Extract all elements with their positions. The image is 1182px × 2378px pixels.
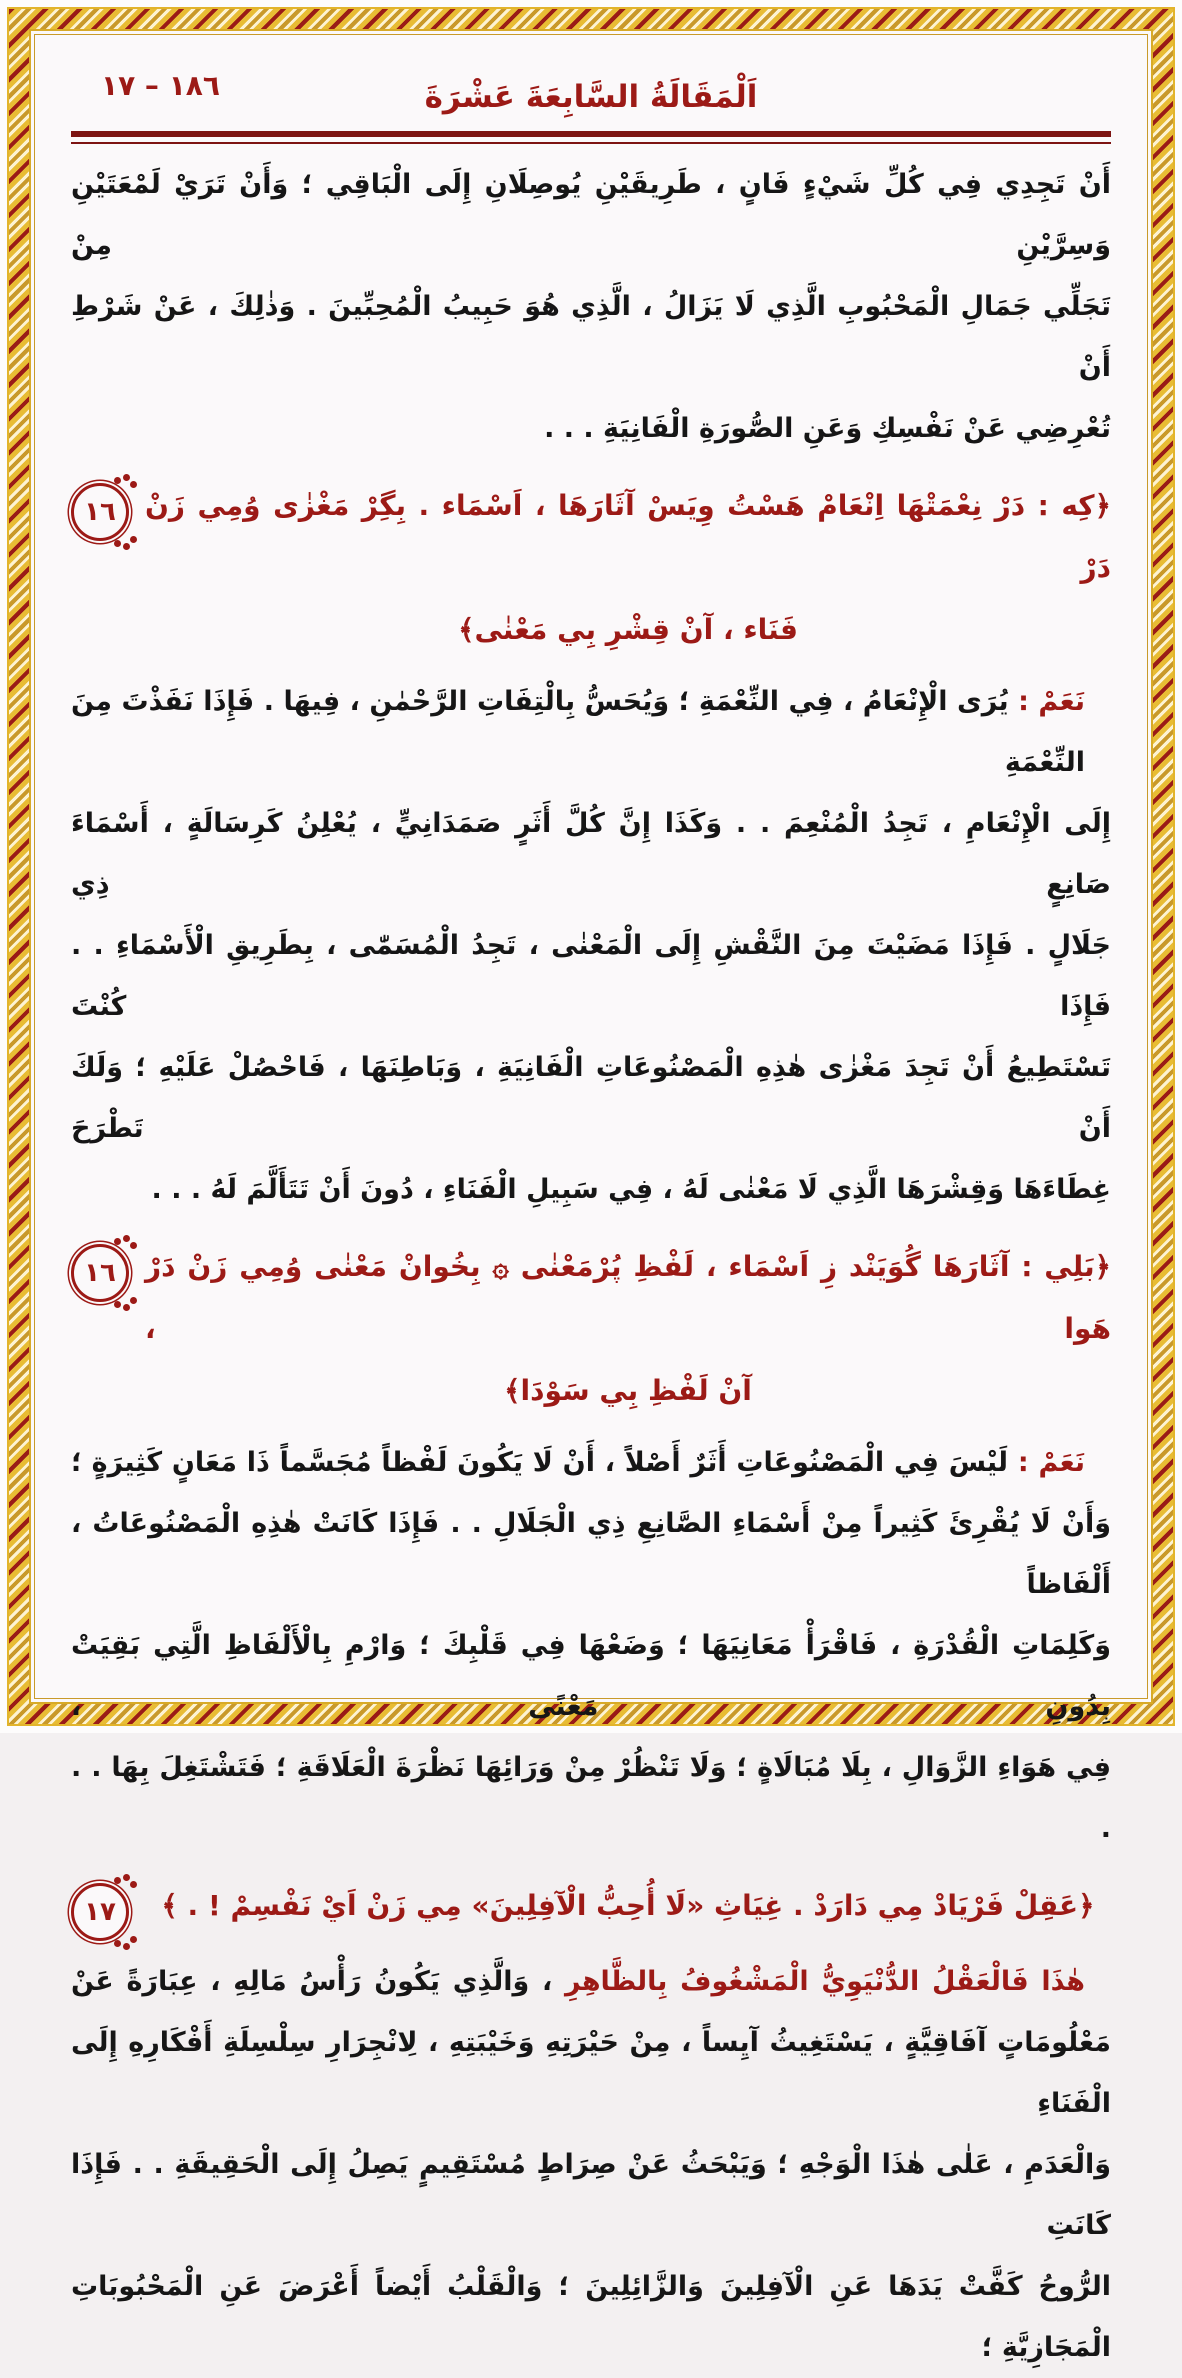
text-line	[71, 1951, 1111, 2012]
paragraph-3	[71, 1432, 1111, 1859]
text-line: فِي هَوَاءِ الزَّوَالِ ، بِلَا مُبَالَاةٍ ؛ وَلَا تَنْظُرْ مِنْ وَرَائِهَا نَظْرَةَ الْعَلَاقَةِ ؛ فَتَشْتَغِلَ بِهَا . . .	[71, 1752, 1111, 1844]
header-double-rule	[71, 131, 1111, 144]
quote-text	[145, 1875, 1111, 1937]
text-line: أَنْ تَجِدِي فِي كُلِّ شَيْءٍ فَانٍ ، طَرِيقَيْنِ يُوصِلَانِ إِلَى الْبَاقِي ؛ وَأَنْ تَرَيْ لَمْعَتَيْنِ وَسِرَّيْنِ مِنْ	[71, 169, 1111, 261]
text-line	[71, 671, 1111, 793]
text-line: تَسْتَطِيعُ أَنْ تَجِدَ مَغْزٰى هٰذِهِ الْمَصْنُوعَاتِ الْفَانِيَةِ ، وَبَاطِنَهَا ، فَاحْصُلْ عَلَيْهِ ؛ وَلَكَ أَنْ تَطْرَحَ	[71, 1052, 1111, 1144]
paragraph-2	[71, 671, 1111, 1220]
page-header	[71, 69, 1111, 115]
text-line: مَعْلُومَاتٍ آفَاقِيَّةٍ ، يَسْتَغِيثُ آيِساً ، مِنْ حَيْرَتِهِ وَخَيْبَتِهِ ، لِانْجِرَارِ سِلْسِلَةِ أَفْكَارِهِ إِلَى الْفَنَاءِ	[71, 2027, 1111, 2119]
quote-block-17	[71, 1875, 1111, 1941]
text-line: تَجَلِّي جَمَالِ الْمَحْبُوبِ الَّذِي لَا يَزَالُ ، الَّذِي هُوَ حَبِيبُ الْمُحِبِّينَ . وَذٰلِكَ ، عَنْ شَرْطِ أَنْ	[71, 291, 1111, 383]
quote-line: آنْ لَفْظِ بِي سَوْدَا﴾	[504, 1374, 752, 1407]
paragraph-1	[71, 154, 1111, 459]
text-line: إِلَى الْإِنْعَامِ ، تَجِدُ الْمُنْعِمَ . . وَكَذَا إِنَّ كُلَّ أَثَرٍ صَمَدَانِيٍّ ، يُعْلِنُ كَرِسَالَةٍ ، أَسْمَاءَ صَانِعٍ ذِي	[71, 808, 1111, 900]
quote-number-ornament	[71, 1236, 129, 1302]
quote-number-ornament	[71, 475, 129, 541]
quote-number-badge: ١٦	[71, 483, 129, 541]
page-title: اَلْمَقَالَةُ السَّابِعَةَ عَشْرَةَ	[424, 79, 758, 115]
page-content	[29, 29, 1153, 2363]
line-text: يُرَى الْإِنْعَامُ ، فِي النِّعْمَةِ ؛ وَيُحَسُّ بِالْتِفَاتِ الرَّحْمٰنِ ، فِيهَا . فَإِذَا نَفَذْتَ مِنَ النِّعْمَةِ	[71, 686, 1085, 778]
quote-line: ﴿عَقِلْ فَرْيَادْ مِي دَارَدْ . غِيَاثِ «لَا أُحِبُّ الْآفِلِينَ» مِي زَنْ اَيْ نَفْسِمْ ! . ﴾	[161, 1889, 1095, 1922]
text-line: جَلَالٍ . فَإِذَا مَضَيْتَ مِنَ النَّقْشِ إِلَى الْمَعْنٰى ، تَجِدُ الْمُسَمّٰى ، بِطَرِيقِ الْأَسْمَاءِ . . فَإِذَا كُنْتَ	[71, 930, 1111, 1022]
quote-line: ﴿كِه : دَرْ نِعْمَتْهَا اِنْعَامْ هَسْتُ وِيَسْ آثَارَهَا ، اَسْمَاء . بِگِرْ مَغْزٰى وُمِي زَنْ دَرْ	[145, 489, 1111, 584]
quote-line: فَنَاء ، آنْ قِشْرِ بِي مَعْنٰى﴾	[458, 613, 798, 646]
ornamental-border	[7, 7, 1175, 2363]
text-line: الرُّوحُ كَفَّتْ يَدَهَا عَنِ الْآفِلِينَ وَالزَّائِلِينَ ؛ وَالْقَلْبُ أَيْضاً أَعْرَضَ عَنِ الْمَحْبُوبَاتِ الْمَجَازِيَّةِ ؛	[71, 2271, 1111, 2363]
text-line: غِطَاءَهَا وَقِشْرَهَا الَّذِي لَا مَعْنٰى لَهُ ، فِي سَبِيلِ الْفَنَاءِ ، دُونَ أَنْ تَتَأَلَّمَ لَهُ . . .	[151, 1174, 1111, 1205]
text-line: وَكَلِمَاتِ الْقُدْرَةِ ، فَاقْرَأْ مَعَانِيَهَا ؛ وَضَعْهَا فِي قَلْبِكَ ؛ وَارْمِ بِالْأَلْفَاظِ الَّتِي بَقِيَتْ بِدُونِ مَعْنًى ،	[71, 1630, 1111, 1722]
quote-block-16b	[71, 1236, 1111, 1422]
quote-number-ornament	[71, 1875, 129, 1941]
line-text: لَيْسَ فِي الْمَصْنُوعَاتِ أَثَرٌ أَصْلاً ، أَنْ لَا يَكُونَ لَفْظاً مُجَسَّماً ذَا مَعَانٍ كَثِيرَةٍ ؛	[71, 1447, 1009, 1478]
quote-text	[145, 475, 1111, 661]
red-emphasis: هٰذَا فَالْعَقْلُ الدُّنْيَوِيُّ الْمَشْغُوفُ بِالظَّاهِرِ	[565, 1966, 1085, 1997]
text-line: وَأَنْ لَا يُقْرِئَ كَثِيراً مِنْ أَسْمَاءِ الصَّانِعِ ذِي الْجَلَالِ . . فَإِذَا كَانَتْ هٰذِهِ الْمَصْنُوعَاتُ ، أَلْفَاظاً	[71, 1508, 1111, 1600]
line-text: ، وَالَّذِي يَكُونُ رَأْسُ مَالِهِ ، عِبَارَةً عَنْ	[71, 1966, 553, 1997]
quote-number-badge: ١٦	[71, 1244, 129, 1302]
lead-word: نَعَمْ :	[1018, 686, 1085, 717]
text-line: وَالْعَدَمِ ، عَلٰى هٰذَا الْوَجْهِ ؛ وَيَبْحَثُ عَنْ صِرَاطٍ مُسْتَقِيمٍ يَصِلُ إِلَى الْحَقِيقَةِ . . فَإِذَا كَانَتِ	[71, 2149, 1111, 2241]
text-line	[71, 1432, 1111, 1493]
paragraph-4	[71, 1951, 1111, 2378]
quote-line: ﴿بَلِي : آثَارَهَا گُوَيَنْد زِ اَسْمَاء ، لَفْظِ پُرْمَعْنٰى ۞ بِخُوانْ مَعْنٰى وُمِي زَنْ دَرْ هَوا ،	[145, 1250, 1111, 1345]
quote-text	[145, 1236, 1111, 1422]
quote-block-16a	[71, 475, 1111, 661]
page-number: ١٨٦ – ١٧	[101, 69, 220, 102]
text-line: تُعْرِضِي عَنْ نَفْسِكِ وَعَنِ الصُّورَةِ الْفَانِيَةِ . . .	[544, 413, 1111, 444]
lead-word: نَعَمْ :	[1017, 1447, 1085, 1478]
quote-number-badge: ١٧	[71, 1883, 129, 1941]
